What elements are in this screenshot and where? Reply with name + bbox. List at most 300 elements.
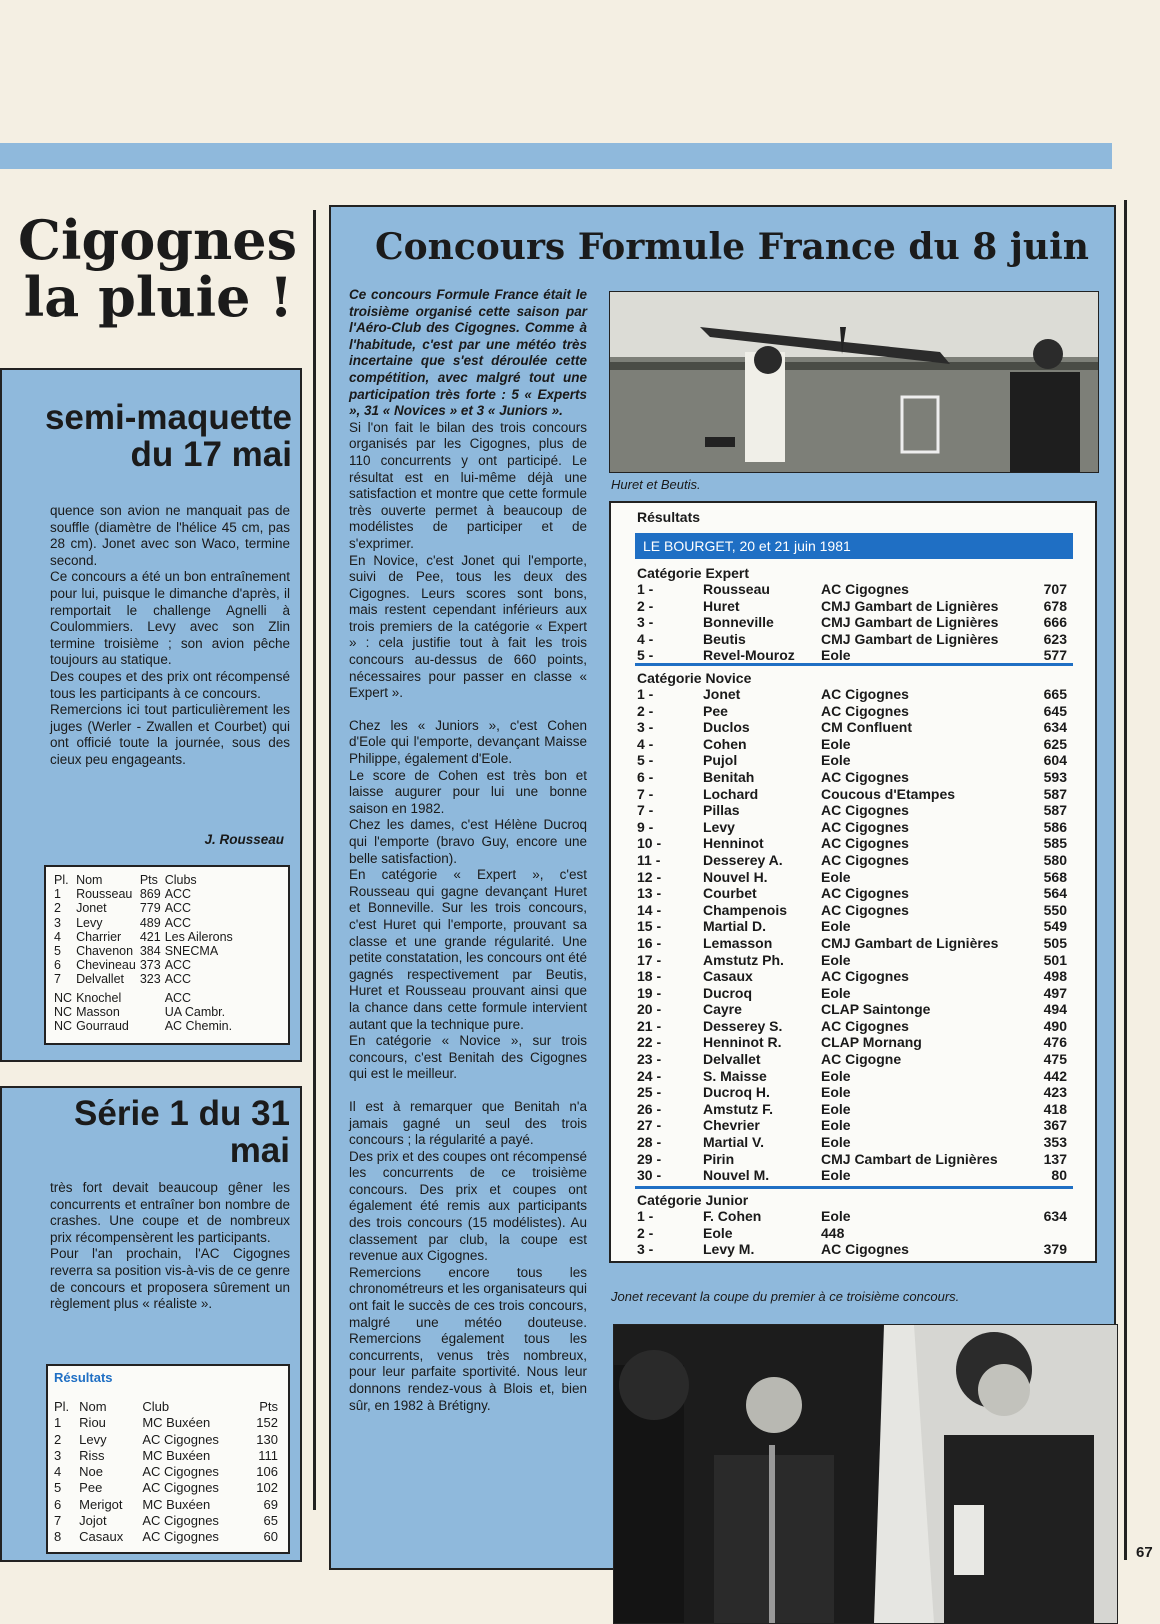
table-cell: Coucous d'Etampes: [821, 785, 956, 802]
table-cell: [140, 1019, 165, 1033]
photo-jonet-trophy: [613, 1324, 1118, 1624]
table-cell: [140, 1005, 165, 1019]
table-cell: Eole: [821, 984, 851, 1001]
table-cell: 26 -: [637, 1100, 662, 1117]
table-cell: CLAP Saintonge: [821, 1001, 931, 1018]
table-cell: 476: [1043, 1034, 1067, 1051]
semi-results-table: Pl. Nom Pts Clubs 1 Rousseau 869 ACC 2 Jonet 779 ACC 3 Levy 489 ACC 4 Charrier 421 Les Ailerons 5 Chavenon 384 SNECMA 6 Chevineau 373 ACC 7 Delvallet 323 ACC NC Knochel ACC NC Masson UA Cambr. NC Gourraud AC Chemin.: [44, 865, 290, 1045]
table-cell: 586: [1043, 818, 1067, 835]
novice-divider: [635, 1186, 1073, 1189]
table-cell: CLAP Mornang: [821, 1034, 922, 1051]
table-cell: AC Cigognes: [142, 1480, 219, 1496]
table-cell: 707: [1043, 581, 1067, 597]
table-cell: 102: [256, 1480, 278, 1496]
table-cell: 111: [258, 1447, 278, 1463]
table-cell: 418: [1043, 1100, 1067, 1117]
table-cell: Eole: [821, 1117, 851, 1134]
table-cell: 2: [54, 901, 61, 916]
table-cell: 665: [1043, 686, 1067, 702]
table-cell: Eole: [821, 868, 851, 885]
table-cell: 14 -: [637, 901, 662, 918]
table-cell: Cayre: [703, 1001, 742, 1018]
table-cell: 6: [54, 958, 61, 973]
serie-body: très fort devait beaucoup gêner les concurrents et entraîner bon nombre de crashes. Une coupe et de nombreux prix récompensèrent les participants. Pour l'an prochain, l'AC Cigognes reverra sa position vis-à-vis de ce genre de concours et proposera sûrement un règlement plus « réaliste ».: [50, 1180, 290, 1312]
table-cell: F. Cohen: [703, 1208, 762, 1224]
table-cell: 20 -: [637, 1001, 662, 1018]
table-cell: 4 -: [637, 630, 654, 647]
table-cell: 137: [1043, 1150, 1067, 1167]
table-cell: Levy: [703, 818, 735, 835]
table-cell: CMJ Gambart de Lignières: [821, 934, 999, 951]
table-cell: 2: [54, 1431, 62, 1447]
table-row: [54, 1480, 282, 1496]
table-cell: 421: [139, 929, 161, 944]
table-cell: 7: [54, 972, 61, 987]
table-cell: 7 -: [637, 785, 654, 802]
table-cell: 21 -: [637, 1017, 662, 1034]
table-row: [637, 952, 1067, 969]
table-row: [54, 1464, 282, 1480]
table-cell: 577: [1043, 647, 1067, 664]
table-cell: NC: [54, 990, 73, 1005]
table-cell: SNECMA: [164, 944, 219, 959]
table-cell: Masson: [76, 1004, 120, 1019]
table-row: [637, 581, 1067, 598]
table-row: [54, 1448, 282, 1464]
table-cell: Rousseau: [703, 581, 770, 597]
table-cell: AC Cigognes: [821, 1017, 909, 1034]
table-cell: 4 -: [637, 735, 654, 752]
page-number: 67: [1136, 1544, 1153, 1561]
table-cell: Duclos: [703, 719, 750, 736]
novice-label: Catégorie Novice: [637, 670, 752, 686]
table-cell: Cohen: [703, 735, 747, 752]
junior-table: [637, 1208, 1067, 1258]
table-cell: Chevineau: [76, 958, 136, 973]
table-cell: UA Cambr.: [164, 1004, 226, 1019]
table-row: [637, 786, 1067, 803]
table-row: [637, 647, 1067, 664]
table-row: [637, 686, 1067, 703]
table-cell: Lemasson: [703, 934, 773, 951]
table-row: [54, 916, 237, 930]
table-cell: 15 -: [637, 918, 662, 935]
table-cell: Knochel: [76, 990, 122, 1005]
table-cell: AC Cigognes: [821, 686, 909, 702]
table-cell: 1: [54, 1415, 62, 1431]
table-cell: 384: [139, 944, 161, 959]
table-cell: Eole: [821, 1067, 851, 1084]
table-cell: 448: [821, 1224, 845, 1241]
table-cell: AC Cigognes: [821, 885, 909, 902]
table-row: [637, 1051, 1067, 1068]
table-cell: Charrier: [76, 929, 122, 944]
table-row: [54, 1415, 282, 1431]
table-cell: Eole: [821, 1167, 851, 1184]
table-cell: 24 -: [637, 1067, 662, 1084]
table-cell: 568: [1043, 868, 1067, 885]
table-cell: 779: [139, 901, 161, 916]
table-cell: Lochard: [703, 785, 759, 802]
table-cell: Chevrier: [703, 1117, 760, 1134]
junior-label: Catégorie Junior: [637, 1192, 749, 1208]
table-cell: Noe: [79, 1464, 104, 1480]
table-cell: 3: [54, 915, 61, 930]
table-cell: Ducroq H.: [703, 1084, 770, 1101]
expert-divider: [635, 663, 1073, 666]
table-cell: Beutis: [703, 630, 746, 647]
table-cell: 1 -: [637, 686, 654, 702]
table-cell: 497: [1043, 984, 1067, 1001]
table-cell: Pujol: [703, 752, 738, 769]
table-row: [637, 1208, 1067, 1225]
table-cell: Jojot: [79, 1513, 107, 1529]
table-cell: 580: [1043, 851, 1067, 868]
table-row: [637, 1225, 1067, 1242]
table-cell: 60: [263, 1529, 278, 1545]
table-cell: Amstutz Ph.: [703, 951, 784, 968]
table-row: [637, 1001, 1067, 1018]
table-cell: Champenois: [703, 901, 788, 918]
table-row: [637, 902, 1067, 919]
table-cell: AC Cigognes: [142, 1431, 219, 1447]
table-cell: Pillas: [703, 802, 740, 819]
table-cell: 489: [139, 915, 161, 930]
table-cell: Jonet: [76, 901, 107, 916]
table-cell: Delvallet: [703, 1051, 761, 1068]
table-row: [54, 1497, 282, 1513]
table-cell: 130: [256, 1431, 278, 1447]
table-cell: ACC: [164, 887, 192, 902]
expert-label: Catégorie Expert: [637, 565, 750, 581]
table-cell: Martial D.: [703, 918, 767, 935]
table-cell: AC Cigogne: [821, 1051, 902, 1068]
table-cell: AC Cigognes: [821, 818, 909, 835]
table-cell: Martial V.: [703, 1134, 764, 1151]
table-cell: 379: [1043, 1241, 1067, 1258]
novice-table: [637, 686, 1067, 1184]
table-cell: 373: [139, 958, 161, 973]
table-row: [637, 885, 1067, 902]
table-row: [637, 835, 1067, 852]
table-cell: Levy: [79, 1431, 107, 1447]
table-cell: MC Buxéen: [142, 1447, 211, 1463]
serie-box: [0, 1086, 302, 1562]
table-cell: 645: [1043, 702, 1067, 719]
table-cell: Levy: [76, 915, 103, 930]
table-cell: Nouvel M.: [703, 1167, 770, 1184]
table-cell: AC Chemin.: [164, 1019, 233, 1034]
table-row: [637, 869, 1067, 886]
table-row: [637, 1084, 1067, 1101]
table-cell: Riss: [79, 1447, 105, 1463]
table-cell: 22 -: [637, 1034, 662, 1051]
table-cell: 5 -: [637, 752, 654, 769]
table-cell: 16 -: [637, 934, 662, 951]
table-cell: 323: [139, 972, 161, 987]
table-cell: 152: [256, 1415, 278, 1431]
table-cell: 604: [1043, 752, 1067, 769]
table-cell: 666: [1043, 614, 1067, 631]
table-cell: Courbet: [703, 885, 757, 902]
table-cell: AC Cigognes: [821, 768, 909, 785]
table-cell: Eole: [821, 1084, 851, 1101]
table-cell: 69: [263, 1496, 278, 1512]
table-cell: 1: [54, 887, 61, 902]
table-row: [637, 1167, 1067, 1184]
table-cell: 490: [1043, 1017, 1067, 1034]
table-cell: ACC: [164, 901, 192, 916]
table-cell: [140, 991, 165, 1005]
table-cell: AC Cigognes: [821, 968, 909, 985]
table-cell: 4: [54, 1464, 62, 1480]
table-cell: CM Confluent: [821, 719, 912, 736]
table-cell: MC Buxéen: [142, 1415, 211, 1431]
top-color-band: [0, 143, 1112, 169]
table-cell: 678: [1043, 597, 1067, 614]
table-row: [637, 614, 1067, 631]
table-cell: ACC: [164, 958, 192, 973]
table-row: [637, 819, 1067, 836]
table-cell: Eole: [821, 918, 851, 935]
table-row: [54, 901, 237, 915]
table-cell: ACC: [164, 915, 192, 930]
table-cell: Riou: [79, 1415, 106, 1431]
table-row: [54, 991, 237, 1005]
table-row: [637, 769, 1067, 786]
table-cell: 106: [256, 1464, 278, 1480]
table-cell: 2 -: [637, 597, 654, 614]
table-cell: CMJ Gambart de Lignières: [821, 597, 999, 614]
table-cell: Amstutz F.: [703, 1100, 773, 1117]
semi-maquette-box: [0, 368, 302, 1062]
table-cell: 505: [1043, 934, 1067, 951]
table-cell: Eole: [821, 1134, 851, 1151]
table-row: [637, 935, 1067, 952]
table-cell: 65: [263, 1513, 278, 1529]
table-cell: ACC: [164, 972, 192, 987]
table-cell: 564: [1043, 885, 1067, 902]
table-cell: 367: [1043, 1117, 1067, 1134]
table-cell: Delvallet: [76, 972, 124, 987]
table-cell: 80: [1051, 1167, 1067, 1184]
table-cell: 18 -: [637, 968, 662, 985]
table-cell: 29 -: [637, 1150, 662, 1167]
table-cell: 423: [1043, 1084, 1067, 1101]
table-cell: NC: [54, 1019, 73, 1034]
table-row: [637, 1068, 1067, 1085]
table-cell: 475: [1043, 1051, 1067, 1068]
semi-title: semi-maquette du 17 mai: [44, 398, 292, 474]
table-cell: 25 -: [637, 1084, 662, 1101]
table-row: [54, 1432, 282, 1448]
table-cell: 1 -: [637, 581, 654, 597]
table-cell: 7 -: [637, 802, 654, 819]
caption-photo1: Huret et Beutis.: [611, 477, 701, 492]
table-cell: 3: [54, 1447, 62, 1463]
table-cell: 353: [1043, 1134, 1067, 1151]
serie-results-label: Résultats: [54, 1370, 113, 1385]
expert-table: [637, 581, 1067, 664]
table-cell: Pee: [79, 1480, 103, 1496]
table-cell: CMJ Gambart de Lignières: [821, 630, 999, 647]
table-cell: 2 -: [637, 1224, 654, 1241]
semi-body: quence son avion ne manquait pas de souffle (diamètre de l'hélice 45 cm, pas 28 cm). Jonet avec son Waco, termine second. Ce concours a été un bon entraînement pour lui, puisque le dimanche d'après, il remportait le challenge Agnelli à Coulommiers. Levy avec son Zlin termine troisième ; son avion pêche toujours au statique. Des coupes et des prix ont récompensé tous les participants à ce concours. Remercions ici tout particulièrement les juges (Werler - Zwallen et Courbet) qui ont officié toute la journée, sous des cieux peu engageants.: [50, 503, 290, 767]
column-divider-left: [313, 210, 316, 1510]
table-cell: Eole: [821, 1208, 851, 1224]
serie-title: Série 1 du 31 mai: [74, 1094, 290, 1170]
serie-results-table: Résultats Pl. Nom Club Pts 1 Riou MC Buxéen 152 2 Levy AC Cigognes 130 3 Riss MC Buxéen 111 4 Noe AC Cigognes 106 5 Pee AC Cigognes 102 6 Merigot MC Buxéen 69 7 Jojot AC Cigognes 65 8 Casaux AC Cigognes 60: [46, 1364, 290, 1554]
table-cell: Revel-Mouroz: [703, 647, 795, 664]
table-cell: AC Cigognes: [821, 901, 909, 918]
table-row: [637, 752, 1067, 769]
table-cell: 3 -: [637, 614, 654, 631]
table-cell: 6: [54, 1496, 62, 1512]
table-row: [637, 918, 1067, 935]
table-cell: 585: [1043, 835, 1067, 852]
table-row: [637, 1134, 1067, 1151]
table-cell: Casaux: [703, 968, 753, 985]
table-cell: AC Cigognes: [821, 702, 909, 719]
table-cell: 11 -: [637, 851, 661, 868]
table-cell: Rousseau: [76, 887, 133, 902]
table-cell: Gourraud: [76, 1019, 129, 1034]
table-cell: 19 -: [637, 984, 662, 1001]
table-cell: AC Cigognes: [821, 581, 909, 597]
table-cell: 1 -: [637, 1208, 654, 1224]
table-row: [54, 944, 237, 958]
table-cell: Merigot: [79, 1496, 123, 1512]
table-cell: 13 -: [637, 885, 662, 902]
table-row: [54, 1513, 282, 1529]
table-cell: 7: [54, 1513, 62, 1529]
table-row: [637, 968, 1067, 985]
table-cell: 869: [139, 887, 161, 902]
table-cell: MC Buxéen: [142, 1496, 211, 1512]
table-cell: AC Cigognes: [142, 1529, 219, 1545]
table-cell: Huret: [703, 597, 740, 614]
table-cell: 27 -: [637, 1117, 662, 1134]
table-cell: 3 -: [637, 719, 654, 736]
table-cell: Henninot R.: [703, 1034, 782, 1051]
table-cell: 498: [1043, 968, 1067, 985]
table-cell: 550: [1043, 901, 1067, 918]
table-row: [637, 1034, 1067, 1051]
table-cell: 28 -: [637, 1134, 662, 1151]
table-cell: 10 -: [637, 835, 662, 852]
table-row: [637, 1117, 1067, 1134]
table-cell: CMJ Gambart de Lignières: [821, 614, 999, 631]
event-banner: LE BOURGET, 20 et 21 juin 1981: [635, 533, 1073, 559]
table-cell: Eole: [821, 1100, 851, 1117]
table-cell: 17 -: [637, 951, 662, 968]
table-row: [637, 598, 1067, 615]
table-cell: 494: [1043, 1001, 1067, 1018]
table-cell: Eole: [703, 1224, 733, 1241]
table-cell: Desserey A.: [703, 851, 783, 868]
table-cell: Eole: [821, 647, 851, 664]
table-cell: [1027, 1225, 1067, 1242]
table-cell: 23 -: [637, 1051, 662, 1068]
table-cell: AC Cigognes: [821, 802, 909, 819]
table-row: [54, 887, 237, 901]
table-cell: Levy M.: [703, 1241, 755, 1258]
table-row: [637, 1101, 1067, 1118]
main-body: Ce concours Formule France était le troisième organisé cette saison par l'Aéro-Club des Cigognes. Comme à l'habitude, c'est par une météo très incertaine que s'est déroulée cette compétition, avec malgré tout une participation très forte : 5 « Experts », 31 « Novices » et 3 « Juniors ». Si l'on fait le bilan des trois concours organisés par les Cigognes, plus de 110 concurrents y ont participé. Le résultat est en lui-même déjà une satisfaction et montre que cette formule très ouverte permet à beaucoup de modélistes de participer et de s'exprimer. En Novice, c'est Jonet qui l'emporte, suivi de Pee, tous les deux des Cigognes. Leurs scores sont bons, mais restent cependant inférieurs aux trois premiers de la catégorie « Expert » : cela justifie tout à fait les trois concours au-dessus de 660 points, nécessaires pour passer en classe « Expert ». Chez les « Juniors », c'est Cohen d'Eole qui l'emporte, devançant Maisse Philippe, également d'Eole. Le score de Cohen est très bon et laisse augurer pour lui une bonne saison en 1982. Chez les dames, c'est Hélène Ducroq qui l'emporte (bravo Guy, encore une belle satisfaction). En catégorie « Expert », c'est Rousseau qui gagne devançant Huret et Bonneville. Sur les trois concours, c'est Huret qui l'emporte, prouvant sa classe et une grande régularité. Une petite constatation, les concours ont été gagnés respectivement par Beutis, Huret et Rousseau prouvant ainsi que la chance dans cette formule intervient autant que la technique pure. En catégorie « Novice », sur trois concours, c'est Benitah des Cigognes qui est le meilleur. Il est à remarquer que Benitah n'a jamais gagné un seul des trois concours ; la régularité a payé. Des prix et des coupes ont récompensé les concurrents de ce troisième concours. Des prix et coupes ont également été remis aux participants des trois concours (15 modélistes). Au classement par club, la coupe est revenue aux Cigognes. Remercions encore tous les chronométreurs et les organisateurs qui ont fait le succès de ces trois concours, malgré une météo douteuse. Remercions également tous les concurrents, venus très nombreux, pour leur parfaite sportivité. Nous leur donnons rendez-vous à Blois et, bien sûr, en 1982 à Brétigny.: [349, 287, 587, 1413]
table-cell: 501: [1043, 951, 1067, 968]
table-cell: 634: [1043, 1208, 1067, 1224]
table-cell: 587: [1043, 802, 1067, 819]
table-cell: Eole: [821, 752, 851, 769]
table-cell: 623: [1043, 630, 1067, 647]
left-title: Cigognes la pluie !: [18, 208, 298, 329]
table-cell: Benitah: [703, 768, 755, 785]
table-cell: Eole: [821, 951, 851, 968]
table-cell: 5 -: [637, 647, 654, 664]
table-cell: ACC: [164, 990, 192, 1005]
caption-photo2: Jonet recevant la coupe du premier à ce troisième concours.: [611, 1289, 960, 1304]
table-cell: Desserey S.: [703, 1017, 783, 1034]
table-cell: AC Cigognes: [821, 835, 909, 852]
table-row: [637, 631, 1067, 648]
table-row: [637, 1151, 1067, 1168]
table-cell: AC Cigognes: [142, 1464, 219, 1480]
table-cell: Henninot: [703, 835, 764, 852]
table-cell: 5: [54, 1480, 62, 1496]
column-divider-right: [1124, 200, 1127, 1560]
table-row: [54, 930, 237, 944]
table-row: [54, 1019, 237, 1033]
table-cell: 587: [1043, 785, 1067, 802]
table-cell: 625: [1043, 735, 1067, 752]
table-row: [54, 972, 237, 986]
table-row: [637, 852, 1067, 869]
photo-huret-beutis: [609, 291, 1099, 473]
table-cell: Casaux: [79, 1529, 124, 1545]
table-cell: 5: [54, 944, 61, 959]
table-cell: 4: [54, 929, 61, 944]
table-row: [54, 958, 237, 972]
table-cell: 593: [1043, 768, 1067, 785]
table-row: [54, 1529, 282, 1545]
table-row: [54, 1005, 237, 1019]
results-panel: [609, 501, 1097, 1263]
semi-signature: J. Rousseau: [204, 832, 284, 847]
table-cell: 6 -: [637, 768, 654, 785]
table-cell: AC Cigognes: [821, 851, 909, 868]
table-cell: Les Ailerons: [164, 929, 233, 944]
results-label: Résultats: [637, 509, 701, 525]
table-cell: Jonet: [703, 686, 741, 702]
table-cell: 30 -: [637, 1167, 662, 1184]
table-row: [637, 1241, 1067, 1258]
table-cell: Pirin: [703, 1150, 735, 1167]
table-cell: 442: [1043, 1067, 1067, 1084]
table-cell: 9 -: [637, 818, 654, 835]
table-row: [637, 736, 1067, 753]
table-cell: AC Cigognes: [142, 1513, 219, 1529]
table-cell: 8: [54, 1529, 62, 1545]
table-cell: 634: [1043, 719, 1067, 736]
table-row: [637, 1018, 1067, 1035]
table-cell: Bonneville: [703, 614, 774, 631]
table-row: [637, 719, 1067, 736]
table-cell: 549: [1043, 918, 1067, 935]
table-row: [637, 802, 1067, 819]
table-cell: AC Cigognes: [821, 1241, 909, 1258]
table-cell: 12 -: [637, 868, 662, 885]
table-row: [637, 703, 1067, 720]
